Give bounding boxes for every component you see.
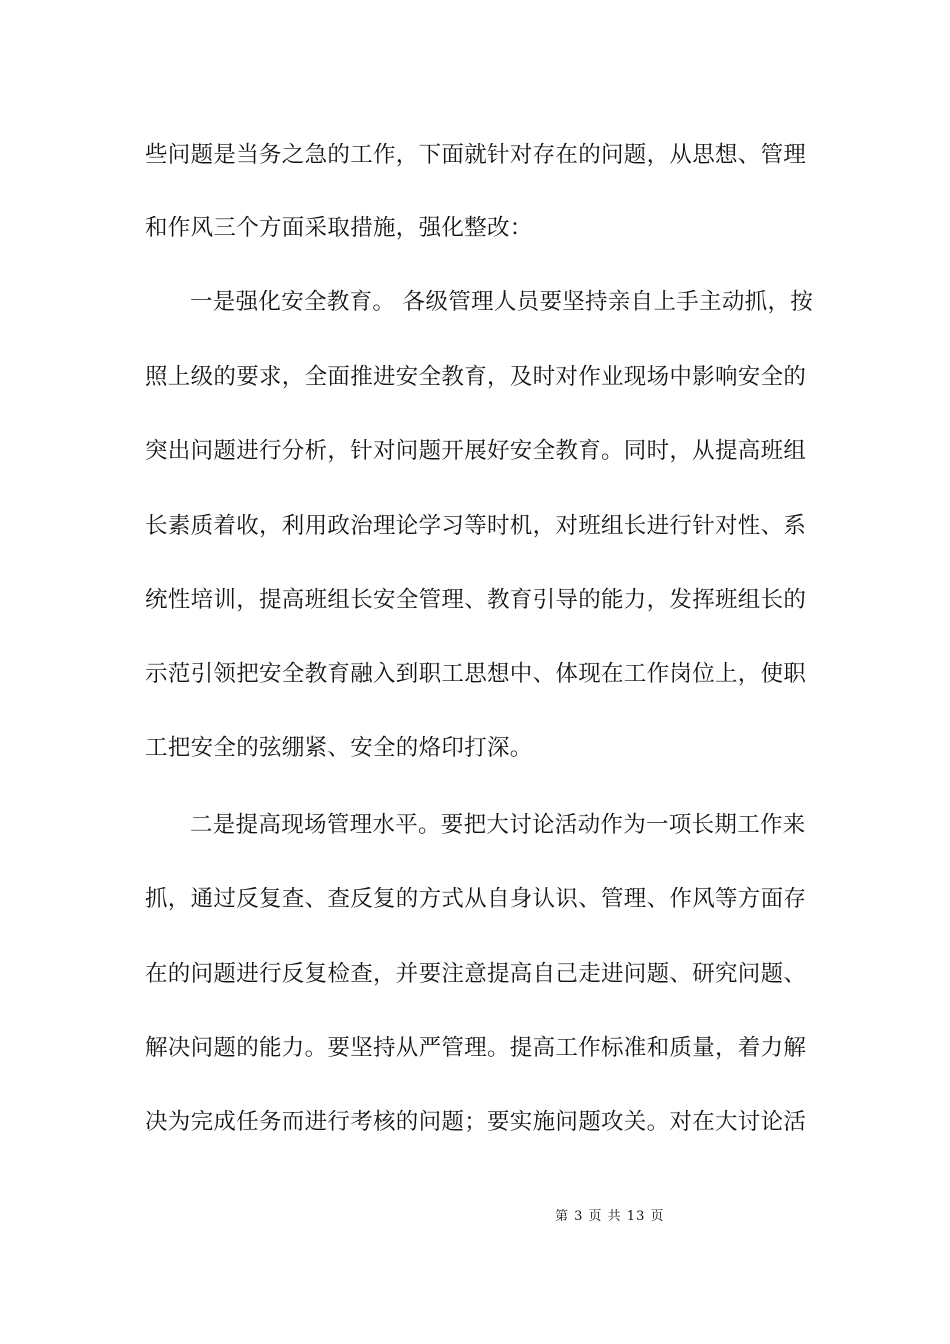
body-line-10: 二是提高现场管理水平。要把大讨论活动作为一项长期工作来	[190, 812, 806, 838]
body-line-13: 解决问题的能力。要坚持从严管理。提高工作标准和质量，着力解	[145, 1035, 807, 1061]
body-line-2: 和作风三个方面采取措施，强化整改：	[145, 215, 533, 241]
body-line-5: 突出问题进行分析，针对问题开展好安全教育。同时，从提高班组	[145, 438, 807, 464]
body-line-3: 一是强化安全教育。 各级管理人员要坚持亲自上手主动抓，按	[190, 289, 814, 315]
body-line-6: 长素质着收，利用政治理论学习等时机，对班组长进行针对性、系	[145, 513, 807, 539]
body-line-1: 些问题是当务之急的工作，下面就针对存在的问题，从思想、管理	[145, 142, 807, 168]
body-line-4: 照上级的要求，全面推进安全教育，及时对作业现场中影响安全的	[145, 364, 807, 390]
body-line-8: 示范引领把安全教育融入到职工思想中、体现在工作岗位上，使职	[145, 661, 807, 687]
body-line-9: 工把安全的弦绷紧、安全的烙印打深。	[145, 735, 533, 761]
body-line-7: 统性培训，提高班组长安全管理、教育引导的能力，发挥班组长的	[145, 587, 807, 613]
body-line-14: 决为完成任务而进行考核的问题；要实施问题攻关。对在大讨论活	[145, 1109, 807, 1135]
body-line-12: 在的问题进行反复检查，并要注意提高自己走进问题、研究问题、	[145, 961, 807, 987]
page-number-footer: 第 3 页 共 13 页	[555, 1209, 665, 1224]
body-line-11: 抓，通过反复查、查反复的方式从自身认识、管理、作风等方面存	[145, 886, 807, 912]
